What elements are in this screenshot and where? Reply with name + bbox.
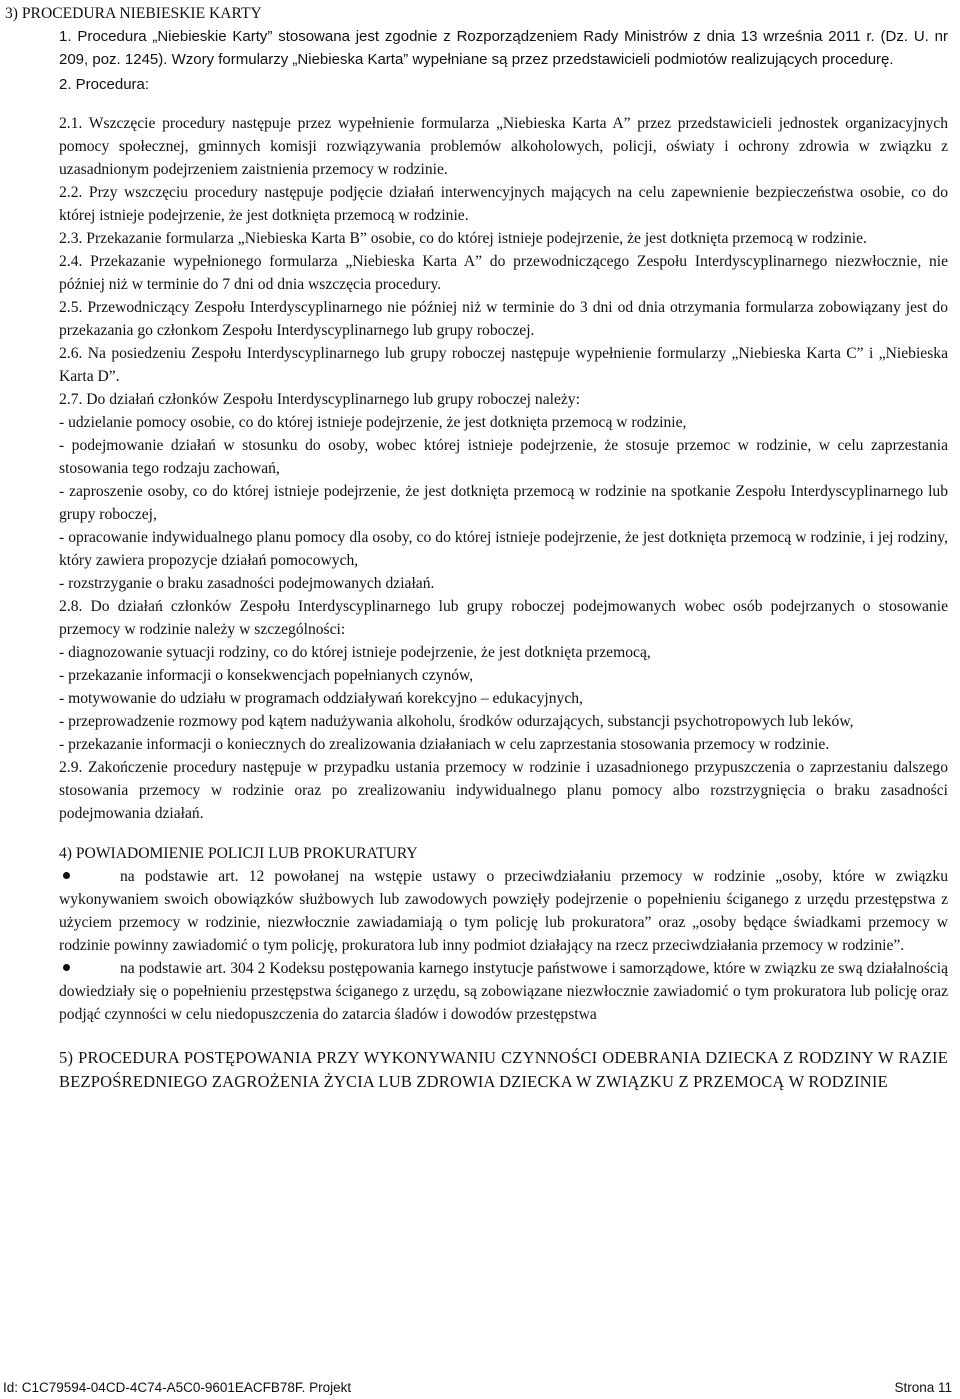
list-item: - zaproszenie osoby, co do której istnieje podejrzenie, że jest dotknięta przemocą w rodzinie na spotkanie Zespołu Interdyscyplinarnego lub grupy roboczej, bbox=[59, 483, 948, 523]
bullet-icon bbox=[63, 964, 70, 971]
paragraph-2-4: 2.4. Przekazanie wypełnionego formularza „Niebieska Karta A” do przewodniczącego Zespołu Interdyscyplinarnego niezwłocznie, nie później niż w terminie do 7 dni od dnia wszczęcia procedury. bbox=[59, 253, 948, 293]
document-id: Id: C1C79594-04CD-4C74-A5C0-9601EACFB78F. Projekt bbox=[3, 1380, 352, 1395]
paragraph-2-7: 2.7. Do działań członków Zespołu Interdyscyplinarnego lub grupy roboczej należy: bbox=[59, 391, 580, 408]
list-item: - rozstrzyganie o braku zasadności podejmowanych działań. bbox=[59, 575, 435, 592]
bullet-item bbox=[59, 957, 948, 1026]
section-5-title: 5) PROCEDURA POSTĘPOWANIA PRZY WYKONYWANIU CZYNNOŚCI ODEBRANIA DZIECKA Z RODZINY W RAZIE BEZPOŚREDNIEGO ZAGROŻENIA ŻYCIA LUB ZDROWIA DZIECKA W ZWIĄZKU Z PRZEMOCĄ W RODZINIE bbox=[59, 1048, 948, 1091]
bullet-icon bbox=[63, 872, 70, 879]
paragraph-2-8: 2.8. Do działań członków Zespołu Interdyscyplinarnego lub grupy roboczej podejmowanych wobec osób podejrzanych o stosowanie przemocy w rodzinie należy w szczególności: bbox=[59, 598, 948, 638]
list-item: - diagnozowanie sytuacji rodziny, co do której istnieje podejrzenie, że jest dotknięta przemocą, bbox=[59, 644, 651, 661]
document-page bbox=[5, 0, 948, 1093]
paragraph-2-1: 2.1. Wszczęcie procedury następuje przez wypełnienie formularza „Niebieska Karta A” przez przedstawicieli jednostek organizacyjnych pomocy społecznej, gminnych komisji rozwiązywania problemów alkoholowych, policji, oświaty i ochrony zdrowia w związku z uzasadnionym podejrzeniem zaistnienia przemocy w rodzinie. bbox=[59, 115, 948, 178]
list-item: - udzielanie pomocy osobie, co do której istnieje podejrzenie, że jest dotknięta przemocą w rodzinie, bbox=[59, 414, 687, 431]
paragraph-1: 1. Procedura „Niebieskie Karty” stosowana jest zgodnie z Rozporządzeniem Rady Ministrów z dnia 13 września 2011 r. (Dz. U. nr 209, poz. 1245). Wzory formularzy „Niebieska Karta” wypełniane są przez przedstawicieli podmiotów realizujących procedurę. bbox=[59, 28, 948, 68]
list-item: - motywowanie do udziału w programach oddziaływań korekcyjno – edukacyjnych, bbox=[59, 690, 583, 707]
section-3-title: 3) PROCEDURA NIEBIESKIE KARTY bbox=[5, 5, 262, 22]
bullet-item bbox=[59, 865, 948, 957]
paragraph-2-3: 2.3. Przekazanie formularza „Niebieska Karta B” osobie, co do której istnieje podejrzenie, że jest dotknięta przemocą w rodzinie. bbox=[59, 230, 867, 247]
list-item: - przekazanie informacji o konsekwencjach popełnianych czynów, bbox=[59, 667, 474, 684]
list-item: - przekazanie informacji o koniecznych do zrealizowania działaniach w celu zaprzestania stosowania przemocy w rodzinie. bbox=[59, 736, 830, 753]
paragraph-2: 2. Procedura: bbox=[59, 76, 150, 93]
page-number: Strona 11 bbox=[894, 1380, 952, 1395]
bullet-text: na podstawie art. 304 2 Kodeksu postępowania karnego instytucje państwowe i samorządowe, które w związku ze swą działalnością dowiedziały się o popełnieniu przestępstwa ściganego z urzędu, są zobowiązane niezwłocznie zawiadomić o tym prokuratora lub policję oraz podjąć czynności w celu niedopuszczenia do zatarcia śladów i dowodów przestępstwa bbox=[59, 960, 948, 1023]
paragraph-2-5: 2.5. Przewodniczący Zespołu Interdyscyplinarnego nie później niż w terminie do 3 dni od dnia otrzymania formularza zobowiązany jest do przekazania go członkom Zespołu Interdyscyplinarnego lub grupy roboczej. bbox=[59, 299, 948, 339]
paragraph-2-9: 2.9. Zakończenie procedury następuje w przypadku ustania przemocy w rodzinie i uzasadnionego przypuszczenia o zaprzestaniu dalszego stosowania przemocy w rodzinie oraz po zrealizowaniu indywidualnego planu pomocy albo rozstrzygnięcia o braku zasadności podejmowania działań. bbox=[59, 759, 948, 822]
paragraph-2-2: 2.2. Przy wszczęciu procedury następuje podjęcie działań interwencyjnych mających na celu zapewnienie bezpieczeństwa osobie, co do której istnieje podejrzenie, że jest dotknięta przemocą w rodzinie. bbox=[59, 184, 948, 224]
section-4-title: 4) POWIADOMIENIE POLICJI LUB PROKURATURY bbox=[59, 845, 418, 862]
list-item: - opracowanie indywidualnego planu pomocy dla osoby, co do której istnieje podejrzenie, że jest dotknięta przemocą w rodzinie, i jej rodziny, który zawiera propozycje działań pomocowych, bbox=[59, 529, 948, 569]
paragraph-2-6: 2.6. Na posiedzeniu Zespołu Interdyscyplinarnego lub grupy roboczej następuje wypełnienie formularzy „Niebieska Karta C” i „Niebieska Karta D”. bbox=[59, 345, 948, 385]
bullet-text: na podstawie art. 12 powołanej na wstępie ustawy o przeciwdziałaniu przemocy w rodzinie „osoby, które w związku wykonywaniem swoich obowiązków służbowych lub zawodowych powzięły podejrzenie o popełnieniu ściganego z urzędu przestępstwa z użyciem przemocy w rodzinie, niezwłocznie zawiadamiają o tym policję lub prokuratora” oraz „osoby będące świadkami przemocy w rodzinie powinny zawiadomić o tym policję, prokuratora lub inny podmiot działający na rzecz przeciwdziałania przemocy w rodzinie”. bbox=[59, 868, 948, 954]
list-item: - podejmowanie działań w stosunku do osoby, wobec której istnieje podejrzenie, że stosuje przemoc w rodzinie, w celu zaprzestania stosowania tego rodzaju zachowań, bbox=[59, 437, 948, 477]
list-item: - przeprowadzenie rozmowy pod kątem nadużywania alkoholu, środków odurzających, substancji psychotropowych lub leków, bbox=[59, 713, 854, 730]
